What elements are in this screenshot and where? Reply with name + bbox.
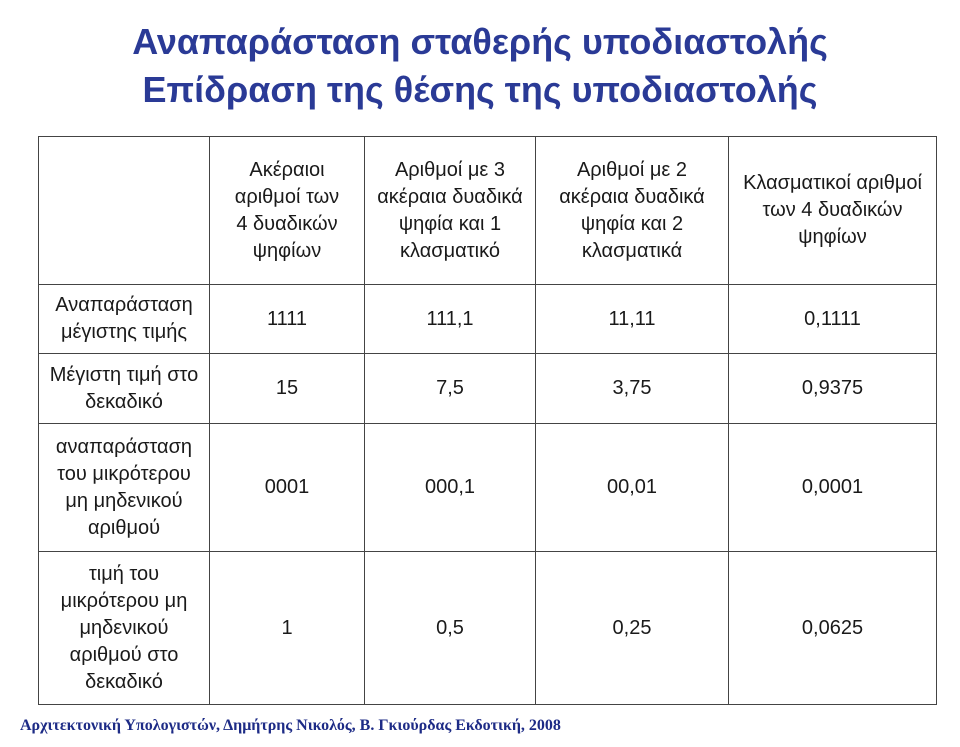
column-header-label: Ακέραιοι αριθμοί των 4 δυαδικών ψηφίων	[234, 158, 340, 262]
table-cell: 00,01	[536, 424, 729, 552]
header-row	[39, 137, 937, 285]
table-cell: 0,25	[536, 552, 729, 705]
corner-cell	[39, 137, 210, 285]
table-cell: 0,9375	[729, 354, 937, 424]
page-title: Αναπαράσταση σταθερής υποδιαστολής	[132, 21, 828, 62]
table-cell: 1111	[210, 285, 365, 354]
table-row	[39, 552, 937, 705]
table-cell: 7,5	[365, 354, 536, 424]
table-cell: 3,75	[536, 354, 729, 424]
table-cell: 0001	[210, 424, 365, 552]
row-label	[39, 424, 210, 552]
column-header-fractions	[729, 137, 937, 285]
table-cell: 0,1111	[729, 285, 937, 354]
table-cell: 11,11	[536, 285, 729, 354]
footer-citation: Αρχιτεκτονική Υπολογιστών, Δημήτρης Νικολός, Β. Γκιούρδας Εκδοτική, 2008	[20, 717, 561, 734]
table-cell: 1	[210, 552, 365, 705]
table-cell: 0,5	[365, 552, 536, 705]
column-header-3int-1frac	[365, 137, 536, 285]
row-label: Αναπαράσταση μέγιστης τιμής	[39, 285, 210, 354]
table-cell: 0,0001	[729, 424, 937, 552]
row-label-text: αναπαράσταση του μικρότερου μη μηδενικού αριθμού	[55, 435, 193, 539]
column-header-label: Κλασματικοί αριθμοί των 4 δυαδικών ψηφίων	[743, 172, 922, 248]
table-row	[39, 285, 937, 354]
fixed-point-table	[38, 136, 937, 705]
column-header-label: Αριθμοί με 2 ακέραια δυαδικά ψηφία και 2 κλασματικά	[559, 158, 705, 262]
column-header-integers	[210, 137, 365, 285]
row-label	[39, 552, 210, 705]
column-header-label: Αριθμοί με 3 ακέραια δυαδικά ψηφία και 1 κλασματικό	[377, 158, 523, 262]
row-label-text: τιμή του μικρότερου μη μηδενικού αριθμού στο δεκαδικό	[60, 562, 188, 693]
table-cell: 111,1	[365, 285, 536, 354]
table-cell: 000,1	[365, 424, 536, 552]
table-cell: 0,0625	[729, 552, 937, 705]
column-header-2int-2frac	[536, 137, 729, 285]
row-label: Μέγιστη τιμή στο δεκαδικό	[39, 354, 210, 424]
table-row	[39, 354, 937, 424]
table-row	[39, 424, 937, 552]
page-subtitle: Επίδραση της θέσης της υποδιαστολής	[142, 69, 818, 110]
table-cell: 15	[210, 354, 365, 424]
